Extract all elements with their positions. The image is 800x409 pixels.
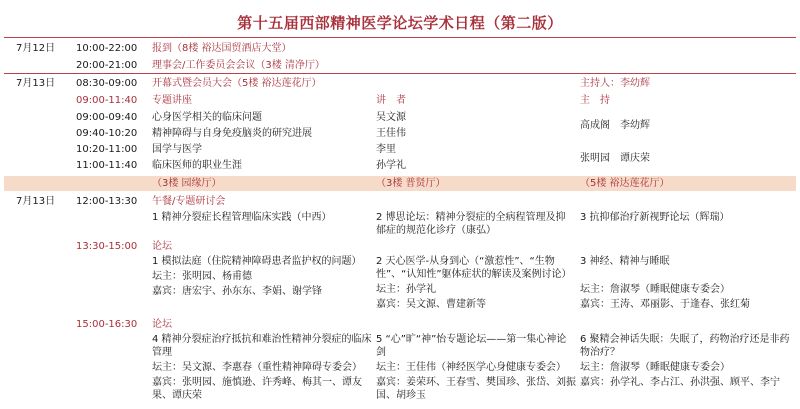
forum2-col2-guests: 嘉宾：姜荣环、王春雪、樊国珍、张岱、刘振国、胡珍玉 [376, 377, 576, 401]
lunch-time: 12:00-13:30 [76, 196, 138, 207]
lecture-time: 09:00-09:40 [76, 112, 138, 123]
lecture-speaker: 吴文源 [376, 112, 406, 123]
forum2-col1-host: 坛主：吴文源、李惠春（重性精神障碍专委会） [152, 362, 362, 373]
forum2-col3-title: 6 聚精会神话失眠：失眠了，药物治疗还是非药物治疗？ [580, 334, 790, 358]
day3-date: 7月13日 [16, 196, 56, 207]
lecture-time: 11:00-11:40 [76, 160, 138, 171]
forum1-col2-host: 坛主：孙学礼 [376, 284, 436, 295]
forum2-col3-host: 坛主：詹淑琴（睡眠健康专委会） [580, 362, 730, 373]
forum1-title: 论坛 [152, 241, 172, 252]
lecture-chair: 高成阁 李幼辉 [580, 120, 650, 131]
forum2-title: 论坛 [152, 319, 172, 330]
forum1-col1-host: 坛主：张明园、杨甫德 [152, 271, 252, 282]
forum2-col1-title: 4 精神分裂症治疗抵抗和难治性精神分裂症的临床管理 [152, 334, 372, 358]
title-rule [4, 37, 796, 38]
lunch-title: 午餐/专题研讨会 [152, 196, 226, 207]
lecture-speaker: 李里 [376, 144, 396, 155]
page-title: 第十五届西部精神医学论坛学术日程（第二版） [237, 14, 563, 32]
room-label: （3楼 园缘厅） [152, 178, 222, 189]
day1-row-time: 10:00-22:00 [76, 43, 138, 54]
lecture-topic: 心身医学相关的临床问题 [152, 112, 262, 123]
lunch-session: 1 精神分裂症长程管理临床实践（中西） [152, 212, 332, 223]
forum2-col1-guests: 嘉宾：张明园、施慎逊、许秀峰、梅其一、谭友果、谭庆荣 [152, 377, 362, 401]
lecture-speaker: 王佳伟 [376, 128, 406, 139]
room-label: （5楼 裕达莲花厅） [580, 178, 670, 189]
day2-date: 7月13日 [16, 78, 56, 89]
forum1-col2-title: 2 天心医学-从身到心（“激惹性”、“生物性”、“认知性”躯体症状的解读及案例讨论） [376, 256, 572, 280]
forum2-col2-host: 坛主：王佳伟（神经医学心身健康专委会） [376, 362, 566, 373]
lunch-session: 2 博思论坛：精神分裂症的全病程管理及抑郁症的规范化诊疗（康弘） [376, 212, 566, 236]
forum2-col2-title: 5 “心”旷“神”怡专题论坛——第一集心神论剑 [376, 334, 567, 358]
forum1-time: 13:30-15:00 [76, 241, 138, 252]
day1-row-time: 20:00-21:00 [76, 60, 138, 71]
chair-header: 主 持 [580, 95, 610, 106]
room-label: （3楼 普贤厅） [376, 178, 446, 189]
forum1-col1-guests: 嘉宾：唐宏宇、孙东东、李娟、谢学锋 [152, 286, 322, 297]
forum1-col2-guests: 嘉宾：吴文源、曹建新等 [376, 299, 486, 310]
lunch-session: 3 抗抑郁治疗新视野论坛（辉瑞） [580, 212, 730, 223]
lecture-topic: 国学与医学 [152, 144, 202, 155]
lecture-time: 09:40-10:20 [76, 128, 138, 139]
forum1-col1-title: 1 模拟法庭（住院精神障碍患者监护权的问题） [152, 256, 362, 267]
speaker-header: 讲 者 [376, 95, 406, 106]
row-divider [4, 73, 796, 74]
lecture-topic: 精神障碍与自身免疫脑炎的研究进展 [152, 128, 312, 139]
lectures-time: 09:00-11:40 [76, 95, 138, 106]
lecture-speaker: 孙学礼 [376, 160, 406, 171]
opening-text: 开幕式暨会员大会（5楼 裕达莲花厅） [152, 78, 322, 89]
lecture-topic: 临床医师的职业生涯 [152, 160, 242, 171]
lecture-chair: 张明园 谭庆荣 [580, 153, 650, 164]
lectures-title: 专题讲座 [152, 95, 192, 106]
forum1-col3-guests: 嘉宾：王涛、邓丽影、于逢春、张红菊 [580, 299, 750, 310]
day1-row-text: 理事会/工作委员会会议（3楼 清净厅） [152, 60, 325, 71]
opening-host: 主持人：李幼辉 [580, 78, 650, 89]
day1-date: 7月12日 [16, 43, 56, 54]
day1-row-text: 报到（8楼 裕达国贸酒店大堂） [152, 43, 292, 54]
forum2-col3-guests: 嘉宾：孙学礼、李占江、孙洪强、顾平、李宁 [580, 377, 780, 388]
forum2-time: 15:00-16:30 [76, 319, 138, 330]
opening-time: 08:30-09:00 [76, 78, 138, 89]
forum1-col3-host: 坛主：詹淑琴（睡眠健康专委会） [580, 284, 730, 295]
lecture-time: 10:20-11:00 [76, 144, 138, 155]
forum1-col3-title: 3 神经、精神与睡眠 [580, 256, 670, 267]
